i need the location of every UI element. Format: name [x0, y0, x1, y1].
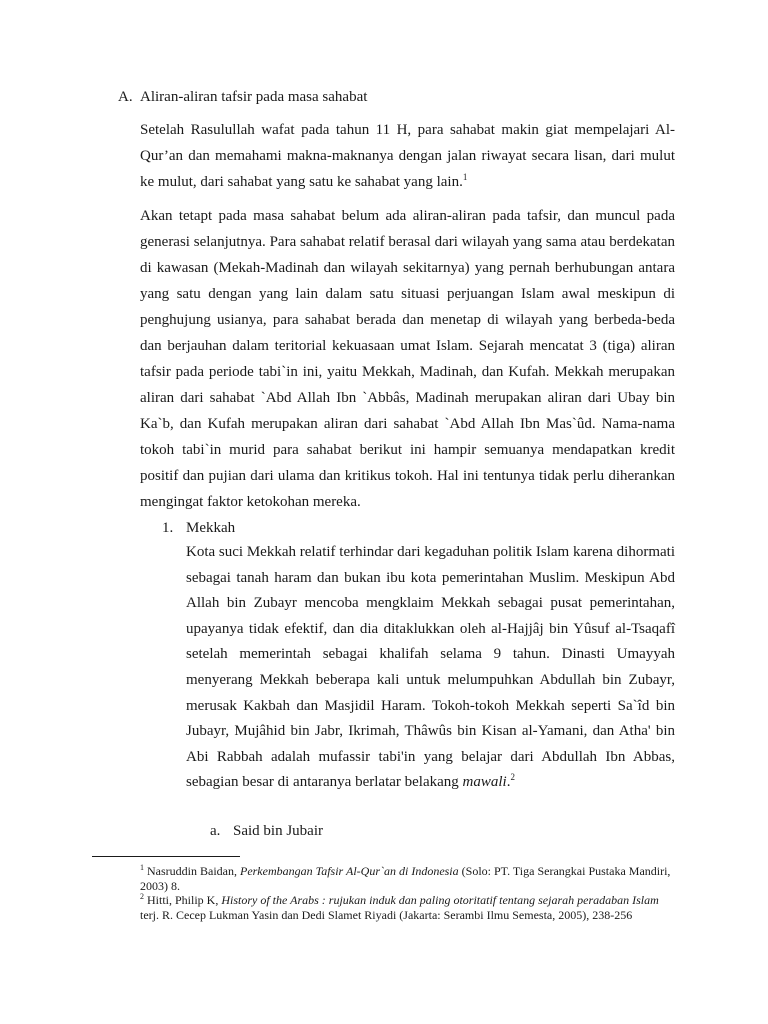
footnote-2-author: Hitti, Philip K,	[144, 893, 222, 907]
list-item-body	[186, 540, 675, 796]
list-item-body-italic: mawali	[462, 774, 507, 791]
paragraph-1	[140, 117, 675, 195]
footnote-1-rest: (Solo: PT. Tiga Serangkai Pustaka Mandiri, 2003) 8.	[140, 864, 671, 893]
sub-item-title: Said bin Jubair	[233, 823, 323, 839]
paragraph-2-text: Akan tetapt pada masa sahabat belum ada aliran-aliran pada tafsir, dan muncul pada generasi selanjutnya. Para sahabat relatif berasal dari wilayah yang sama atau berdekatan di kawasan (Mekah-Madinah dan wilayah sekitarnya) yang pernah berhubungan antara yang satu dengan yang lain dalam satu situasi perjuangan Islam awal meskipun di penghujung usianya, para sahabat berada dan menetap di wilayah yang berbeda-beda dan berjauhan dalam teritorial kekuasaan umat Islam. Sejarah mencatat 3 (tiga) aliran tafsir pada periode tabi`in ini, yaitu Mekkah, Madinah, dan Kufah. Mekkah merupakan aliran dari sahabat `Abd Allah Ibn `Abbâs, Madinah merupakan aliran dari Ubay bin Ka`b, dan Kufah merupakan aliran dari sahabat `Abd Allah Ibn Mas`ûd. Nama-nama tokoh tabi`in murid para sahabat berikut ini hampir semuanya mendapatkan kredit positif dan pujian dari ulama dan kritikus tokoh. Hal ini tentunya tidak perlu diherankan mengingat faktor ketokohan mereka.	[140, 208, 675, 510]
paragraph-1-text: Setelah Rasulullah wafat pada tahun 11 H, para sahabat makin giat mempelajari Al-Qur’an dan memahami makna-maknanya dengan jalan riwayat secara lisan, dari mulut ke mulut, dari sahabat yang satu ke sahabat yang lain.	[140, 122, 675, 190]
section-marker: A.	[118, 89, 133, 105]
list-item-body-text: Kota suci Mekkah relatif terhindar dari kegaduhan politik Islam karena dihormati sebagai tanah haram dan bukan ibu kota pemerintahan Muslim. Meskipun Abd Allah bin Zubayr mencoba mengklaim Mekkah sebagai pusat pemerintahan, upayanya tidak efektif, dan dia ditaklukkan oleh al-Hajjâj bin Yûsuf al-Tsaqafî setelah memerintah sebagai khalifah selama 9 tahun. Dinasti Umayyah menyerang Mekkah beberapa kali untuk melumpuhkan Abdullah bin Zubayr, merusak Kakbah dan Masjidil Haram. Tokoh-tokoh Mekkah seperti Sa`îd bin Jubayr, Mujâhid bin Jabr, Ikrimah, Thâwûs bin Kisan al-Yamani, dan Atha' bin Abi Rabbah adalah mufassir tabi'in yang belajar dari Abdullah Ibn Abbas, sebagian besar di antaranya berlatar belakang	[186, 544, 676, 791]
list-item-marker: 1.	[162, 520, 174, 536]
sub-item-marker: a.	[210, 823, 221, 839]
footnote-2-rest: terj. R. Cecep Lukman Yasin dan Dedi Slamet Riyadi (Jakarta: Serambi Ilmu Semesta, 2005), 238-256	[140, 908, 633, 922]
list-item-title: Mekkah	[186, 520, 236, 536]
list-item-body-end: .	[506, 774, 511, 791]
footnote-2-title: History of the Arabs : rujukan induk dan paling otoritatif tentang sejarah peradaban Islam	[221, 893, 659, 907]
footnote-1-author: Nasruddin Baidan,	[144, 864, 240, 878]
section-title: Aliran-aliran tafsir pada masa sahabat	[140, 89, 368, 105]
footnote-2-number: 2	[140, 892, 144, 901]
footnote-ref-2: 2	[510, 772, 515, 783]
footnote-2	[140, 893, 675, 923]
list-item-heading	[162, 518, 235, 538]
footnote-separator	[92, 856, 240, 857]
footnote-1-number: 1	[140, 863, 144, 872]
paragraph-2	[140, 203, 675, 515]
footnote-1-title: Perkembangan Tafsir Al-Qur`an di Indonesia	[239, 864, 459, 878]
sub-item-heading	[210, 821, 323, 841]
footnote-1	[140, 864, 675, 894]
section-heading	[118, 87, 367, 107]
footnote-ref-1: 1	[462, 172, 468, 182]
